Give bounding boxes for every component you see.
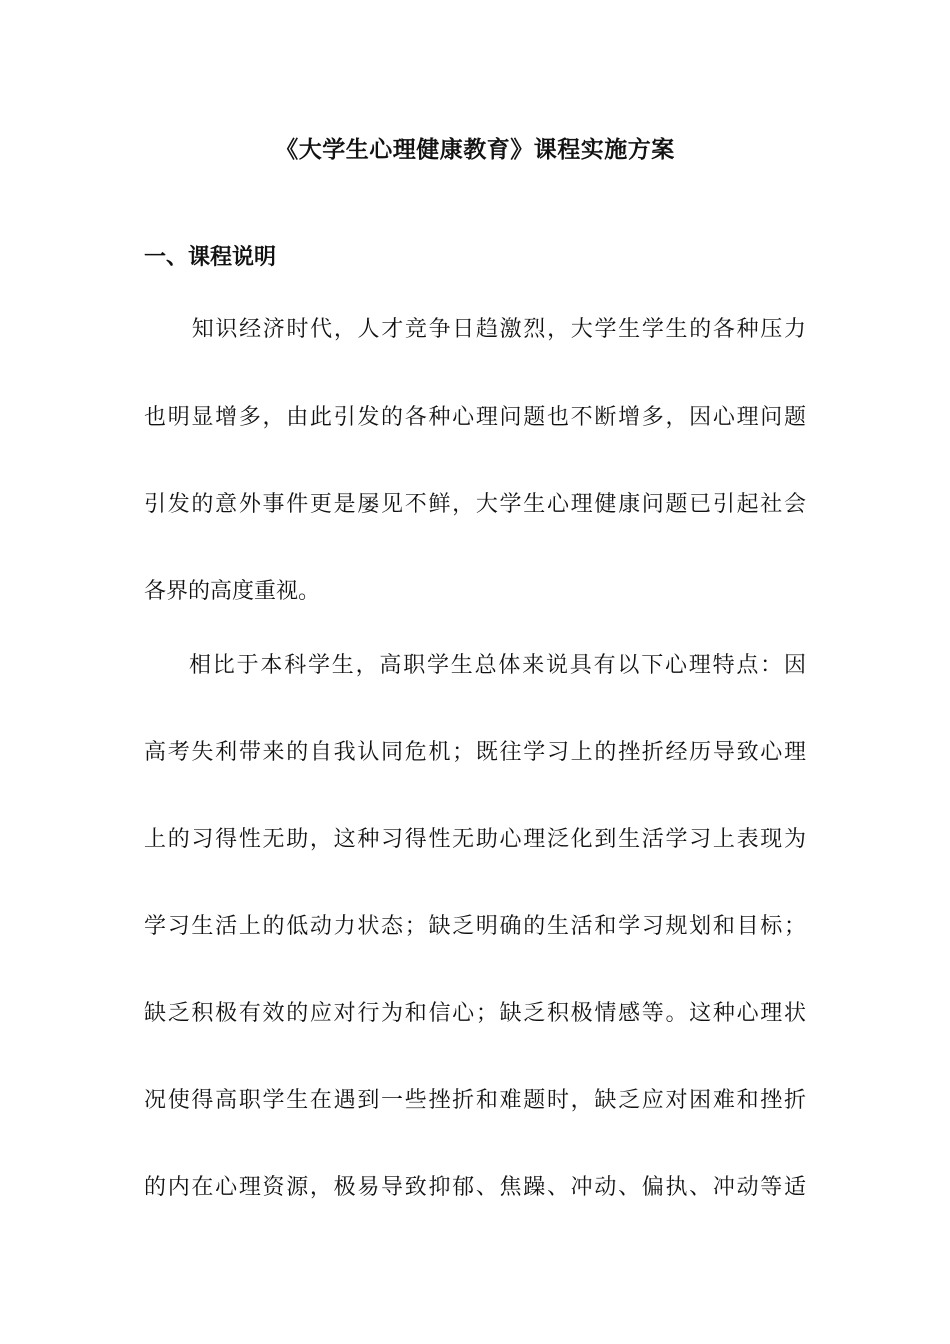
paragraph-2-line-5: 缺乏积极有效的应对行为和信心；缺乏积极情感等。这种心理状 <box>144 1001 806 1026</box>
paragraph-2-line-7: 的内在心理资源，极易导致抑郁、焦躁、冲动、偏执、冲动等适 <box>144 1175 806 1200</box>
paragraph-2-line-3: 上的习得性无助，这种习得性无助心理泛化到生活学习上表现为 <box>144 827 806 852</box>
paragraph-2-line-2: 高考失利带来的自我认同危机；既往学习上的挫折经历导致心理 <box>144 740 806 765</box>
paragraph-2-line-6: 况使得高职学生在遇到一些挫折和难题时，缺乏应对困难和挫折 <box>144 1088 806 1113</box>
document-title: 《大学生心理健康教育》课程实施方案 <box>275 137 675 163</box>
paragraph-2-line-4: 学习生活上的低动力状态；缺乏明确的生活和学习规划和目标； <box>144 914 806 939</box>
paragraph-2-line-1: 相比于本科学生，高职学生总体来说具有以下心理特点：因 <box>189 653 806 678</box>
paragraph-1-line-3: 引发的意外事件更是屡见不鲜，大学生心理健康问题已引起社会 <box>144 492 806 517</box>
paragraph-1-line-4: 各界的高度重视。 <box>144 579 321 604</box>
paragraph-1-line-2: 也明显增多，由此引发的各种心理问题也不断增多，因心理问题 <box>144 405 806 430</box>
paragraph-1-line-1: 知识经济时代，人才竞争日趋激烈，大学生学生的各种压力 <box>168 317 806 342</box>
section-heading: 一、课程说明 <box>144 245 277 270</box>
